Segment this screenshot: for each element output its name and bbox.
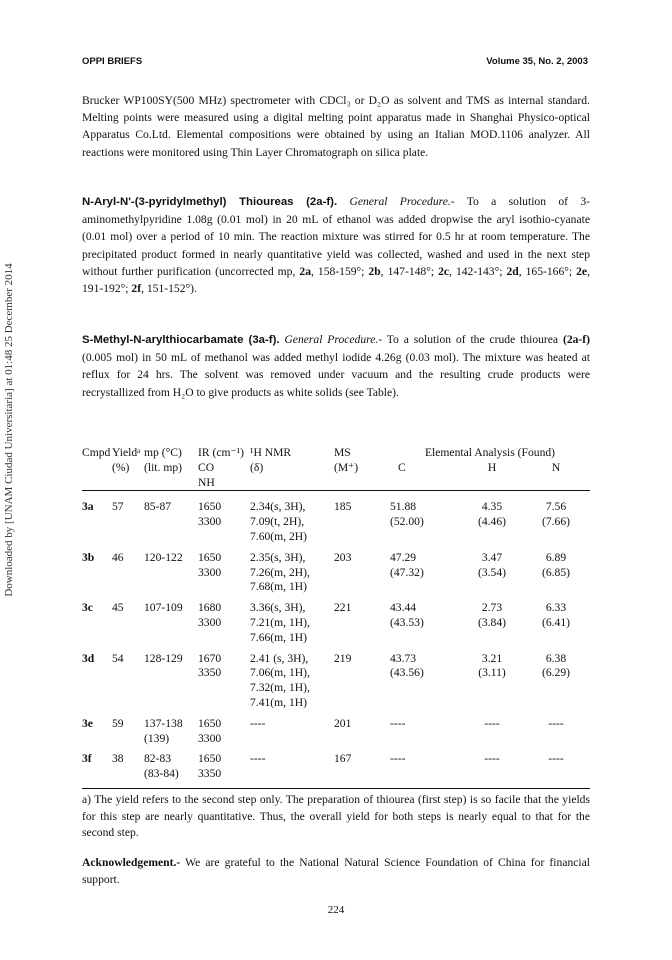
table-cell: 3d [82,651,95,665]
table-cell: ---- [484,716,500,730]
table-row [82,530,590,545]
column-header [82,476,112,495]
running-header [82,56,588,70]
table-cell: 59 [112,716,124,730]
column-header: (%) [112,460,130,474]
table-cell: 38 [112,752,124,766]
table-cell [462,580,522,595]
table-cell: 1650 [198,550,222,564]
table-cell: 219 [334,651,352,665]
section-thioureas: N-Aryl-N'-(3-pyridylmethyl) Thioureas (2a-f). General Procedure.- To a solution of 3-aminomethylpyridine 1.08g (0.01 mol) in 20 mL of ethanol was added dropwise the aryl isothio-cyanate (0.01 mol) over a period of 10 min. The reaction mixture was stirred for 0.5 hr at room temperature. The precipitated product formed in nearly quantitative yield was collected, washed and used in the next step without further purification (uncorrected mp, 2a, 158-159°; 2b, 147-148°; 2c, 142-143°; 2d, 165-166°; 2e, 191-192°; 2f, 151-152°). [82,195,590,296]
download-watermark: Downloaded by [UNAM Ciudad Universitaria] at 01:48 25 December 2014 [3,263,15,597]
table-cell [522,631,590,646]
method-label: General Procedure.- [284,333,383,346]
table-header-row [82,476,590,495]
table-row [82,696,590,711]
section-heading: N-Aryl-N'-(3-pyridylmethyl) Thioureas (2a-f). [82,196,338,208]
table-row [82,494,590,515]
table-cell: 3.47 [481,550,503,564]
table-cell [390,580,462,595]
column-header: (δ) [250,460,264,474]
table-cell [112,580,144,595]
table-footnote: a) The yield refers to the second step only. The preparation of thiourea (first step) is so facile that the yields for this step are nearly quantitative. Thus, the overall yield for both steps is nearly equal to that for the second step. [82,793,590,840]
table-cell: 1650 [198,752,222,766]
intro-paragraph: Brucker WP100SY(500 MHz) spectrometer with CDCl₃ or D₂O as solvent and TMS as internal standard. Melting points were measured using a digital melting point apparatus made in Shanghai Physico-optical Apparatus Co.Ltd. Elemental compositions were obtained by using an Italian MOD.1106 analyzer. All reactions were monitored using Thin Layer Chromatograph on silica plate. [82,94,590,159]
column-header: Yieldᵃ [112,446,141,459]
table-cell: 7.60(m, 2H) [250,529,307,543]
table-cell: 1650 [198,500,222,514]
table-row [82,566,590,581]
table-header-row [82,461,590,476]
table-cell [198,681,250,696]
column-header: IR (cm⁻¹) [198,446,244,459]
column-header: CO [198,460,215,474]
table-cell: (6.29) [541,666,570,680]
table-cell [82,631,112,646]
table-cell [462,732,522,747]
table-cell: 6.38 [545,651,567,665]
table-cell: 3e [82,716,93,730]
table-cell [334,681,390,696]
table-cell [112,666,144,681]
table-row [82,711,590,732]
table-cell: 6.33 [545,601,567,615]
table-cell: 47.29 [390,550,417,564]
table-row [82,616,590,631]
table-cell [144,515,198,530]
table-cell: 51.88 [390,500,417,514]
table-cell: (6.85) [541,565,570,579]
column-header: NH [198,475,215,489]
table-cell: (3.84) [477,615,506,629]
table-cell: ---- [390,716,406,730]
table-cell [334,566,390,581]
table-cell: 3300 [198,515,222,529]
column-header [390,476,462,495]
table-cell: 3300 [198,615,222,629]
table-cell: (47.32) [390,565,424,579]
table-cell [334,616,390,631]
table-cell [334,530,390,545]
table-cell [522,681,590,696]
table-cell: 6.89 [545,550,567,564]
ack-heading: Acknowledgement.- [82,856,181,869]
table-cell [198,696,250,711]
table-cell [82,616,112,631]
table-cell [390,732,462,747]
column-header [522,476,590,495]
table-cell [112,566,144,581]
table-header-rule [82,490,590,491]
table-cell: 128-129 [144,651,183,665]
table-cell: 43.44 [390,601,417,615]
table-cell: 120-122 [144,550,183,564]
table-cell [334,515,390,530]
journal-section: OPPI BRIEFS [82,56,143,67]
table-cell: 82-83 [144,752,172,766]
table-cell [334,666,390,681]
column-header: mp (°C) [144,446,182,459]
table-cell [462,631,522,646]
table-cell: 7.56 [545,500,567,514]
table-cell [390,696,462,711]
data-table [82,446,590,782]
table-cell [144,696,198,711]
table-cell [112,767,144,782]
table-cell [82,696,112,711]
table-cell: 3300 [198,565,222,579]
table-cell: ---- [548,752,564,766]
table-cell: ---- [250,716,266,730]
table-cell [390,767,462,782]
table-cell [462,530,522,545]
column-header: MS [334,446,351,459]
table-cell: 2.35(s, 3H), [250,550,306,564]
table-cell: 3.21 [481,651,503,665]
table-cell: 7.26(m, 2H), [250,565,310,579]
table-cell: (52.00) [390,515,424,529]
table-cell [250,767,334,782]
column-header [462,476,522,495]
table-cell: ---- [390,752,406,766]
table-cell: (43.56) [390,666,424,680]
table-cell [144,631,198,646]
column-header: N [551,460,561,474]
table-cell: 201 [334,716,352,730]
table-cell: (139) [144,731,170,745]
table-cell [144,580,198,595]
table-row [82,631,590,646]
table-cell: 3.36(s, 3H), [250,601,306,615]
table-cell: 2.41 (s, 3H), [250,651,309,665]
column-header: H [487,460,497,474]
table-cell [462,767,522,782]
column-header: Cmpd [82,446,111,459]
table-row [82,580,590,595]
table-bottom-rule [82,788,590,789]
column-header: (M⁺) [334,460,359,474]
column-header [112,476,144,495]
table-cell: 137-138 [144,716,183,730]
table-cell: 2.34(s, 3H), [250,500,306,514]
table-body [82,446,590,782]
table-cell [82,566,112,581]
table-cell [334,732,390,747]
table-cell: (4.46) [477,515,506,529]
table-row [82,767,590,782]
table-cell: 3c [82,601,93,615]
table-cell [522,530,590,545]
table-cell [82,767,112,782]
column-header: C [398,460,406,474]
table-cell: 7.41(m, 1H) [250,695,307,709]
section-thiocarbamates: S-Methyl-N-arylthiocarbamate (3a-f). General Procedure.- To a solution of the crude thiourea (2a-f) (0.005 mol) in 50 mL of methanol was added methyl iodide 4.26g (0.03 mol). The mixture was heated at reflux for 24 hrs. The solvent was removed under vacuum and the resulting crude products were recrystallized from H₂O to give products as white solids (see Table). [82,333,590,399]
table-cell [112,631,144,646]
column-header: ¹H NMR [250,446,292,459]
table-row [82,595,590,616]
table-cell: 107-109 [144,601,183,615]
column-header: Elemental Analysis (Found) [424,446,556,459]
table-cell [82,530,112,545]
table-cell [82,732,112,747]
page-number: 224 [327,904,345,916]
table-cell: 43.73 [390,651,417,665]
column-header: (lit. mp) [144,460,182,474]
table-cell [334,696,390,711]
column-header [82,461,112,476]
table-cell [82,666,112,681]
table-cell: ---- [250,752,266,766]
table-cell: 203 [334,550,352,564]
table-cell [144,616,198,631]
table-cell: 57 [112,500,124,514]
table-cell [462,681,522,696]
table-row [82,681,590,696]
table-cell [112,681,144,696]
section-heading: S-Methyl-N-arylthiocarbamate (3a-f). [82,334,280,346]
table-cell [522,696,590,711]
table-row [82,666,590,681]
table-cell [334,631,390,646]
table-cell: (43.53) [390,615,424,629]
table-cell: 54 [112,651,124,665]
table-row [82,746,590,767]
table-cell: ---- [484,752,500,766]
table-cell [112,732,144,747]
acknowledgement: Acknowledgement.- We are grateful to the National Natural Science Foundation of China for financial support. [82,856,590,887]
table-cell [198,580,250,595]
table-cell: 7.21(m, 1H), [250,615,310,629]
table-row [82,646,590,667]
table-cell [82,515,112,530]
table-cell [198,530,250,545]
table-cell [334,580,390,595]
table-cell: 3f [82,752,92,766]
column-header [250,476,334,495]
table-cell: 3b [82,550,95,564]
table-row [82,545,590,566]
table-cell: ---- [548,716,564,730]
table-cell: 3a [82,500,94,514]
table-cell [112,515,144,530]
table-cell [462,696,522,711]
table-cell [198,631,250,646]
table-cell: (6.41) [541,615,570,629]
table-cell [522,732,590,747]
table-cell [390,530,462,545]
table-cell [250,732,334,747]
table-cell: 1650 [198,716,222,730]
table-cell: 3300 [198,731,222,745]
table-cell: 1680 [198,601,222,615]
table-cell [112,616,144,631]
table-cell [144,666,198,681]
column-header [144,476,198,495]
table-cell [144,681,198,696]
table-cell: 7.09(t, 2H), [250,515,305,529]
table-cell: 3350 [198,767,222,781]
table-cell: 1670 [198,651,222,665]
table-cell: (7.66) [541,515,570,529]
table-cell: 167 [334,752,352,766]
table-cell [82,681,112,696]
table-cell: 85-87 [144,500,172,514]
table-cell [144,530,198,545]
table-cell: 7.06(m, 1H), [250,666,310,680]
table-row [82,732,590,747]
table-cell: 7.32(m, 1H), [250,681,310,695]
table-cell: 46 [112,550,124,564]
table-cell: 4.35 [481,500,503,514]
table-header-row [82,446,590,461]
table-cell [112,696,144,711]
table-row [82,515,590,530]
table-cell: 7.66(m, 1H) [250,630,307,644]
table-cell [112,530,144,545]
table-cell: (3.11) [478,666,506,680]
table-cell: (83-84) [144,767,179,781]
volume-info: Volume 35, No. 2, 2003 [486,56,588,67]
table-cell [522,767,590,782]
column-header [334,476,390,495]
table-cell [144,566,198,581]
table-cell [334,767,390,782]
table-cell: (3.54) [477,565,506,579]
table-cell [522,580,590,595]
table-cell [390,631,462,646]
table-cell: 7.68(m, 1H) [250,580,307,594]
table-cell: 2.73 [481,601,503,615]
method-label: General Procedure.- [349,195,455,208]
table-cell: 221 [334,601,352,615]
table-cell: 185 [334,500,352,514]
table-cell: 45 [112,601,124,615]
table-cell: 3350 [198,666,222,680]
table-cell [82,580,112,595]
table-cell [390,681,462,696]
